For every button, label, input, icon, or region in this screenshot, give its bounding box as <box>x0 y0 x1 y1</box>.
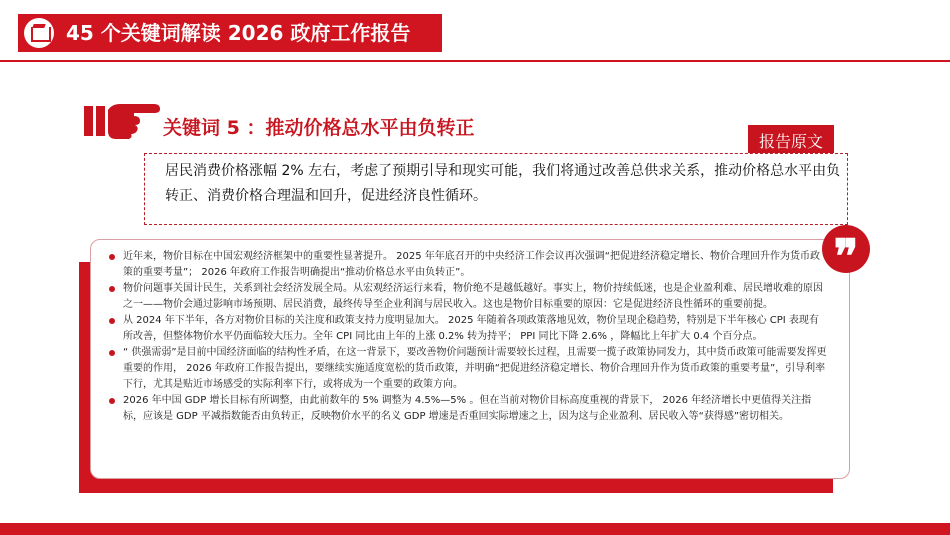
analysis-card <box>90 239 850 479</box>
quote-mark-glyph: ❞ <box>833 229 859 283</box>
header-title: 45 个关键词解读 2026 政府工作报告 <box>66 21 411 45</box>
book-icon <box>24 18 54 48</box>
analysis-list <box>109 249 827 425</box>
quote-mark-icon <box>822 225 870 283</box>
report-quote-text: 居民消费价格涨幅 2% 左右，考虑了预期引导和现实可能，我们将通过改善总供求关系，推动价格总水平由负转正、消费价格合理温和回升，促进经济良性循环。 <box>165 163 841 204</box>
analysis-item: 从 2024 年下半年，各方对物价目标的关注度和政策支持力度明显加大。 2025 年随着各项政策落地见效，物价呈现企稳趋势，特别是下半年核心 CPI 表现有所改善，但整体物价水平仍面临较大压力。全年 CPI 同比由上年的上涨 0.2% 转为持平； PPI 同比下降 2.6% ，降幅比上年扩大 0.4 个百分点。 <box>109 313 827 345</box>
analysis-item: 近年来，物价目标在中国宏观经济框架中的重要性显著提升。 2025 年年底召开的中央经济工作会议再次强调“把促进经济稳定增长、物价合理回升作为货币政策的重要考量”； 2026 年政府工作报告明确提出“推动价格总水平由负转正”。 <box>109 249 827 281</box>
analysis-item: 物价问题事关国计民生，关系到社会经济发展全局。从宏观经济运行来看，物价绝不是越低越好。事实上，物价持续低迷，也是企业盈利难、居民增收难的原因之一——物价会通过影响市场预期、居民消费，最终传导至企业利润与居民收入。这也是物价目标重要的原因：它是促进经济良性循环的重要前提。 <box>109 281 827 313</box>
analysis-item: 2026 年中国 GDP 增长目标有所调整，由此前数年的 5% 调整为 4.5%—5% 。但在当前对物价目标高度重视的背景下， 2026 年经济增长中更值得关注指标，应该是 GDP 平减指数能否由负转正，反映物价水平的名义 GDP 增速是否重回实际增速之上，因为这与企业盈利、居民收入等“获得感”密切相关。 <box>109 393 827 425</box>
keyword-title: 关键词 5 ：推动价格总水平由负转正 <box>163 117 475 139</box>
pointing-hand-icon <box>84 100 160 140</box>
footer-bar <box>0 523 950 535</box>
report-original-tab: 报告原文 <box>748 125 834 155</box>
analysis-item: “ 供强需弱”是目前中国经济面临的结构性矛盾，在这一背景下，要改善物价问题预计需要较长过程，且需要一揽子政策协同发力，其中货币政策可能需要发挥更重要的作用， 2026 年政府工作报告提出，要继续实施适度宽松的货币政策，并明确“把促进经济稳定增长、物价合理回升作为货币政策的重要考量”，引导利率下行，尤其是贴近市场感受的实际利率下行，或将成为一个重要的政策方向。 <box>109 345 827 393</box>
header-divider <box>0 60 950 62</box>
report-quote-box <box>144 153 848 225</box>
header-bar <box>18 14 442 52</box>
